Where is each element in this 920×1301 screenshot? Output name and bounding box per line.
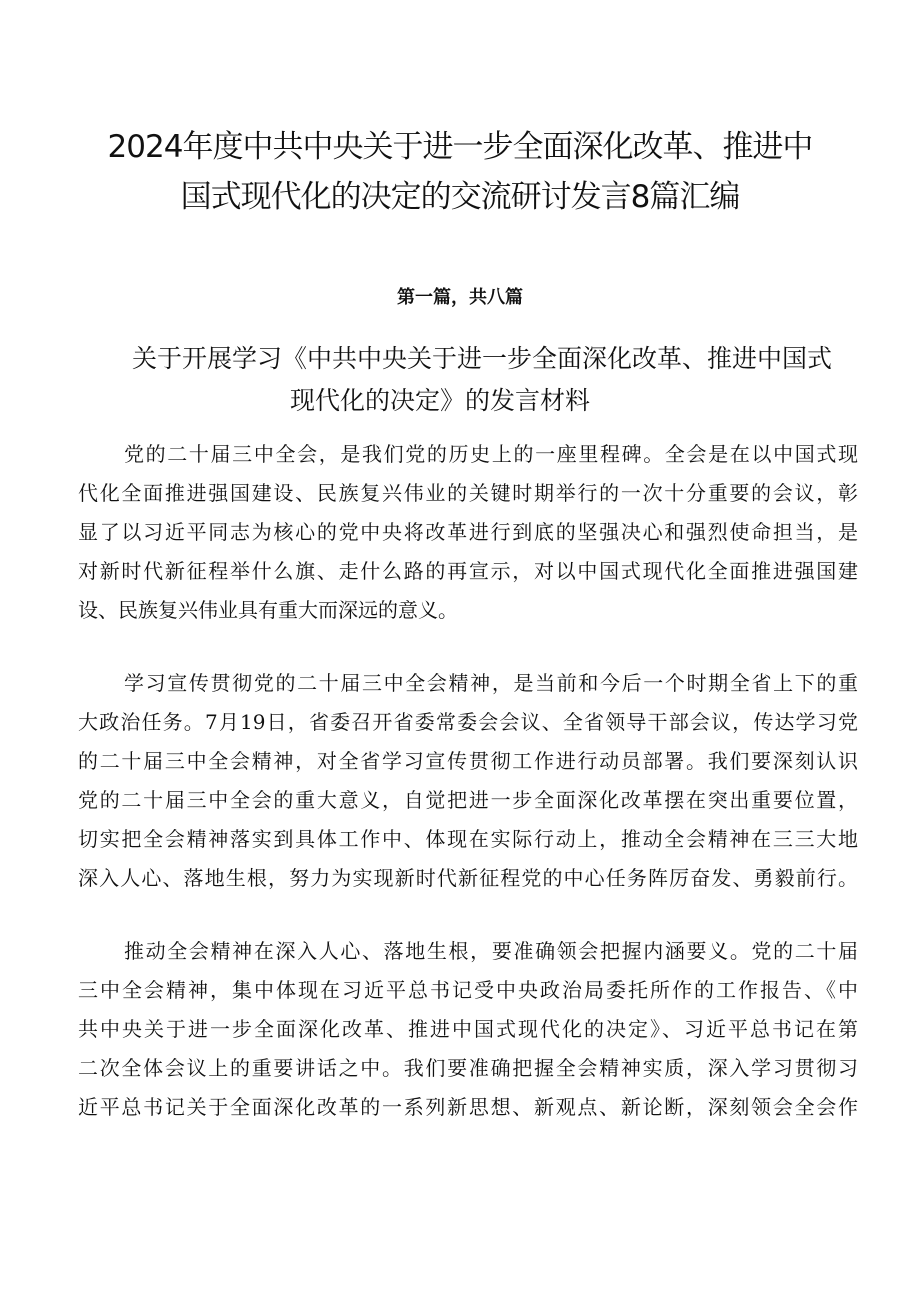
- document-title-line: 国式现代化的决定的交流研讨发言8篇汇编: [180, 179, 740, 215]
- section-label: 第一篇，共八篇: [397, 287, 523, 308]
- paragraph: [78, 664, 858, 898]
- paragraph-line: 的二十届三中全会精神，对全省学习宣传贯彻工作进行动员部署。我们要深刻认识: [78, 749, 858, 773]
- paragraph-line: 共中央关于进一步全面深化改革、推进中国式现代化的决定》、习近平总书记在第: [78, 1017, 858, 1041]
- article-body: [78, 435, 858, 1161]
- paragraph-line: 二次全体会议上的重要讲话之中。我们要准确把握全会精神实质，深入学习贯彻习: [78, 1056, 858, 1080]
- paragraph: [78, 932, 858, 1127]
- paragraph-line: 学习宣传贯彻党的二十届三中全会精神，是当前和今后一个时期全省上下的重: [124, 671, 858, 695]
- document-title: [80, 122, 840, 222]
- paragraph-line: 三中全会精神，集中体现在习近平总书记受中央政治局委托所作的工作报告、《中: [78, 978, 858, 1002]
- paragraph-line: 近平总书记关于全面深化改革的一系列新思想、新观点、新论断，深刻领会全会作: [78, 1095, 858, 1119]
- article-title-line: 现代化的决定》的发言材料: [290, 386, 591, 415]
- article-title: [100, 338, 870, 422]
- paragraph-line: 对新时代新征程举什么旗、走什么路的再宣示，对以中国式现代化全面推进强国建: [78, 559, 858, 583]
- paragraph-line: 代化全面推进强国建设、民族复兴伟业的关键时期举行的一次十分重要的会议，彰: [78, 481, 858, 505]
- paragraph-line: 推动全会精神在深入人心、落地生根，要准确领会把握内涵要义。党的二十届: [124, 939, 858, 963]
- paragraph: [78, 435, 858, 630]
- article-title-line: 关于开展学习《中共中央关于进一步全面深化改革、推进中国式: [132, 344, 833, 373]
- paragraph-line: 设、民族复兴伟业具有重大而深远的意义。: [78, 598, 458, 622]
- paragraph-line: 深入人心、落地生根，努力为实现新时代新征程党的中心任务阵厉奋发、勇毅前行。: [78, 866, 858, 890]
- paragraph-line: 党的二十届三中全会，是我们党的历史上的一座里程碑。全会是在以中国式现: [124, 442, 858, 466]
- paragraph-line: 大政治任务。7月19日，省委召开省委常委会会议、全省领导干部会议，传达学习党: [78, 710, 858, 734]
- paragraph-line: 党的二十届三中全会的重大意义，自觉把进一步全面深化改革摆在突出重要位置，: [78, 788, 858, 812]
- paragraph-line: 显了以习近平同志为核心的党中央将改革进行到底的坚强决心和强烈使命担当，是: [78, 520, 858, 544]
- paragraph-line: 切实把全会精神落实到具体工作中、体现在实际行动上，推动全会精神在三三大地: [78, 827, 858, 851]
- document-title-line: 2024年度中共中央关于进一步全面深化改革、推进中: [107, 129, 813, 165]
